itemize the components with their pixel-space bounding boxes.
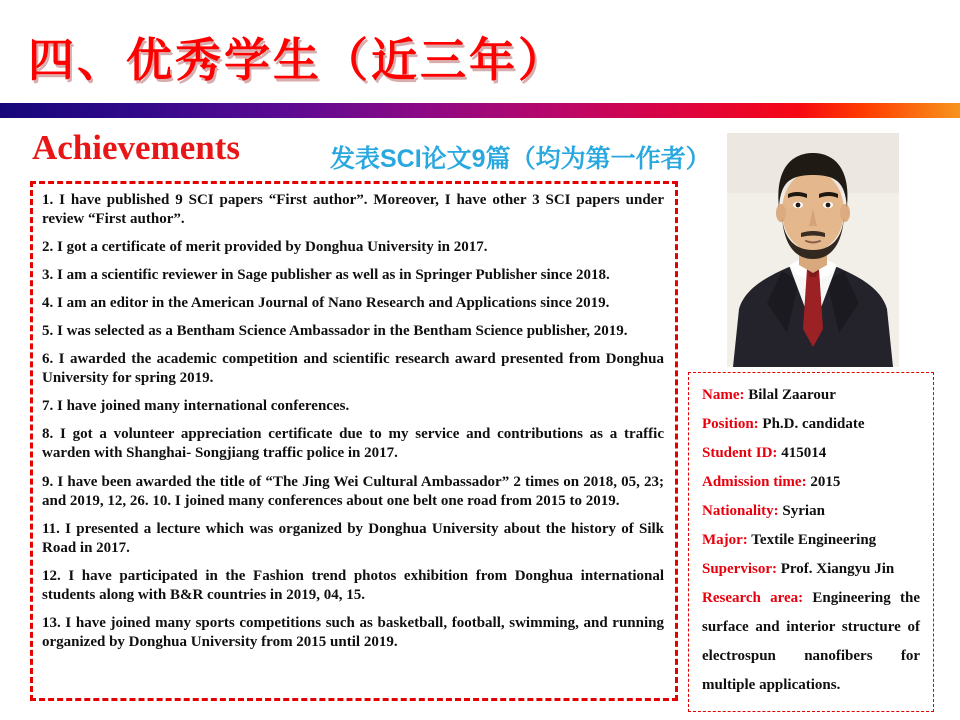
achievement-item: 6. I awarded the academic competition and scientific research award presented from Donghua University for spring 2019. (42, 351, 664, 387)
profile-field-label: Major: (702, 532, 748, 548)
profile-field (702, 381, 920, 410)
profile-field (702, 584, 920, 700)
profile-field-value: 415014 (777, 445, 827, 461)
achievements-heading: Achievements (32, 128, 241, 167)
profile-field (702, 526, 920, 555)
achievement-item: 3. I am a scientific reviewer in Sage publisher as well as in Springer Publisher since 2018. (42, 267, 610, 284)
profile-field-value: Ph.D. candidate (758, 416, 865, 432)
achievement-item: 5. I was selected as a Bentham Science Ambassador in the Bentham Science publisher, 2019. (42, 323, 628, 340)
profile-field-label: Nationality: (702, 503, 779, 519)
profile-field-label: Supervisor: (702, 561, 777, 577)
profile-field-label: Name: (702, 387, 745, 403)
profile-field-label: Research area: (702, 590, 804, 606)
profile-field-label: Position: (702, 416, 759, 432)
achievement-item: 2. I got a certificate of merit provided by Donghua University in 2017. (42, 239, 488, 256)
achievement-item: 9. I have been awarded the title of “The Jing Wei Cultural Ambassador” 2 times on 2018, 05, 23; and 2019, 12, 26. 10. I joined many conferences about one belt one road from 2015 to 2019. (42, 473, 664, 509)
achievement-item: 8. I got a volunteer appreciation certificate due to my service and contributions as a traffic warden with Shanghai- Songjiang traffic police in 2017. (42, 426, 664, 462)
slide-title: 四、优秀学生（近三年） (28, 34, 567, 86)
profile-field-label: Student ID: (702, 445, 778, 461)
achievement-item: 12. I have participated in the Fashion trend photos exhibition from Donghua international students along with B&R countries in 2019, 04, 15. (42, 567, 664, 603)
profile-field-value: Bilal Zaarour (744, 387, 836, 403)
achievement-item: 13. I have joined many sports competitions such as basketball, football, swimming, and running organized by Donghua University from 2015 until 2019. (42, 614, 664, 650)
profile-field (702, 555, 920, 584)
profile-field-value: Prof. Xiangyu Jin (777, 561, 895, 577)
profile-field (702, 468, 920, 497)
profile-field (702, 497, 920, 526)
student-photo (727, 133, 899, 367)
achievement-item: 7. I have joined many international conferences. (42, 398, 350, 415)
profile-field (702, 410, 920, 439)
profile-field-label: Admission time: (702, 474, 807, 490)
achievements-box (30, 181, 678, 701)
gradient-divider (0, 103, 960, 118)
profile-box (688, 372, 934, 712)
achievement-item: 4. I am an editor in the American Journal of Nano Research and Applications since 2019. (42, 295, 610, 312)
profile-field (702, 439, 920, 468)
achievement-item: 11. I presented a lecture which was organized by Donghua University about the history of Silk Road in 2017. (42, 520, 664, 556)
profile-field-value: Engineering the surface and interior structure of electrospun nanofibers for multiple applications. (702, 590, 920, 693)
profile-field-value: 2015 (806, 474, 841, 490)
profile-field-value: Textile Engineering (747, 532, 877, 548)
portrait-illustration (727, 133, 899, 367)
profile-field-value: Syrian (778, 503, 825, 519)
subtitle-chinese: 发表SCI论文9篇（均为第一作者） (330, 145, 711, 173)
achievement-item: 1. I have published 9 SCI papers “First author”. Moreover, I have other 3 SCI papers under review “First author”. (42, 192, 664, 228)
